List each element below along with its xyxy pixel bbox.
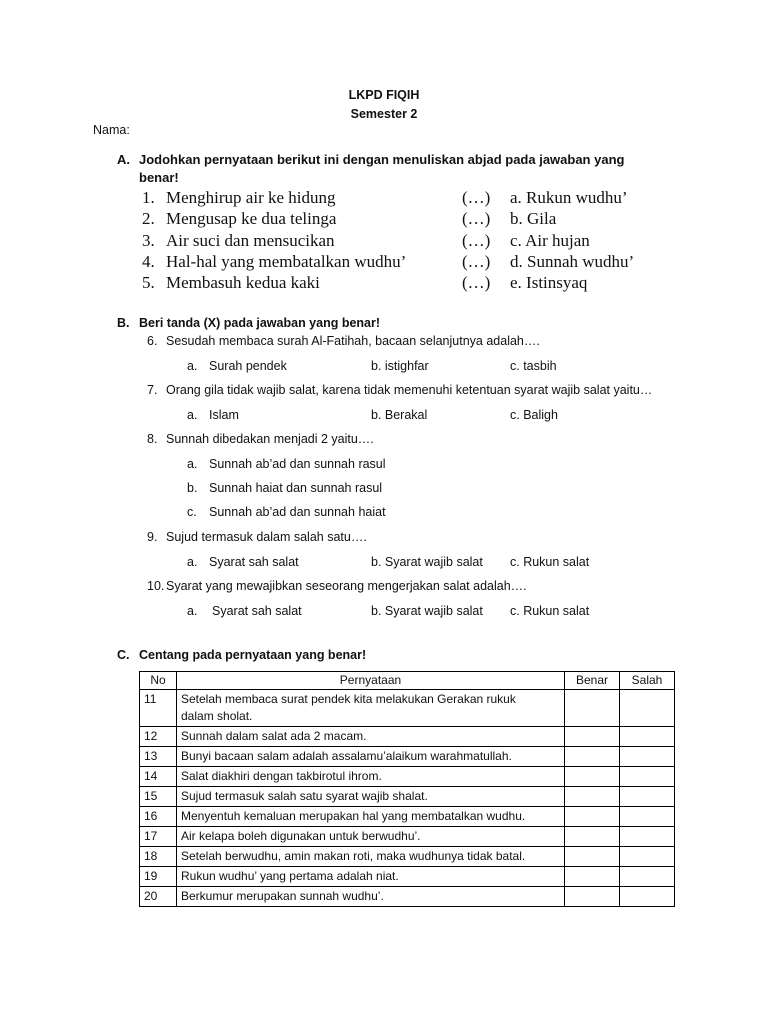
- option-letter[interactable]: b.: [187, 481, 198, 495]
- match-item-statement: Air suci dan mensucikan: [166, 231, 335, 250]
- row-number: 18: [140, 847, 177, 867]
- match-item-statement: Hal-hal yang membatalkan wudhu’: [166, 252, 407, 271]
- match-item-number: 4.: [142, 252, 155, 271]
- row-statement: Air kelapa boleh digunakan untuk berwudhu’.: [177, 827, 565, 847]
- table-header-row: [140, 672, 675, 690]
- match-item-answer: a. Rukun wudhu’: [510, 188, 628, 207]
- row-statement: Sujud termasuk salah satu syarat wajib shalat.: [177, 787, 565, 807]
- match-item-number: 3.: [142, 231, 155, 250]
- match-item-statement: Menghirup air ke hidung: [166, 188, 336, 207]
- false-checkbox-cell[interactable]: [620, 767, 675, 787]
- section-a-instruction-cont: benar!: [139, 170, 179, 185]
- question-text: Sesudah membaca surah Al-Fatihah, bacaan selanjutnya adalah….: [166, 334, 540, 348]
- question-text: Sujud termasuk dalam salah satu….: [166, 530, 367, 544]
- row-statement-line: Setelah membaca surat pendek kita melakukan Gerakan rukuk: [181, 692, 516, 706]
- table-row: [140, 747, 675, 767]
- option-text[interactable]: c. tasbih: [510, 359, 557, 373]
- match-item-blank[interactable]: (…): [462, 209, 491, 228]
- true-checkbox-cell[interactable]: [565, 727, 620, 747]
- header-no: No: [140, 672, 177, 690]
- false-checkbox-cell[interactable]: [620, 690, 675, 727]
- section-c-letter: C.: [117, 648, 130, 662]
- match-item-answer: c. Air hujan: [510, 231, 590, 250]
- row-number: 14: [140, 767, 177, 787]
- match-item-statement: Membasuh kedua kaki: [166, 273, 320, 292]
- option-text[interactable]: Surah pendek: [209, 359, 287, 373]
- false-checkbox-cell[interactable]: [620, 747, 675, 767]
- question-number: 6.: [147, 334, 158, 348]
- row-number: 15: [140, 787, 177, 807]
- match-item-blank[interactable]: (…): [462, 231, 491, 250]
- table-row: [140, 827, 675, 847]
- false-checkbox-cell[interactable]: [620, 807, 675, 827]
- option-text[interactable]: Islam: [209, 408, 239, 422]
- row-statement: Sunnah dalam salat ada 2 macam.: [177, 727, 565, 747]
- match-item-number: 5.: [142, 273, 155, 292]
- row-statement: Bunyi bacaan salam adalah assalamu’alaikum warahmatullah.: [177, 747, 565, 767]
- table-row: [140, 727, 675, 747]
- row-number: 13: [140, 747, 177, 767]
- option-letter[interactable]: a.: [187, 457, 198, 471]
- table-row: [140, 690, 675, 727]
- row-statement: [177, 690, 565, 727]
- false-checkbox-cell[interactable]: [620, 727, 675, 747]
- header-false: Salah: [620, 672, 675, 690]
- document-title: LKPD FIQIH: [348, 88, 420, 102]
- option-letter[interactable]: a.: [187, 359, 198, 373]
- table-row: [140, 807, 675, 827]
- option-text[interactable]: Sunnah ab’ad dan sunnah rasul: [209, 457, 386, 471]
- row-statement-line: dalam sholat.: [181, 709, 253, 723]
- question-text: Syarat yang mewajibkan seseorang mengerjakan salat adalah….: [166, 579, 527, 593]
- header-true: Benar: [565, 672, 620, 690]
- true-checkbox-cell[interactable]: [565, 887, 620, 907]
- question-number: 8.: [147, 432, 158, 446]
- option-letter[interactable]: a.: [187, 408, 198, 422]
- row-statement: Berkumur merupakan sunnah wudhu’.: [177, 887, 565, 907]
- true-checkbox-cell[interactable]: [565, 767, 620, 787]
- question-number: 9.: [147, 530, 158, 544]
- option-letter[interactable]: a.: [187, 555, 198, 569]
- true-checkbox-cell[interactable]: [565, 787, 620, 807]
- option-text[interactable]: b. Berakal: [371, 408, 428, 422]
- option-letter[interactable]: c.: [187, 505, 197, 519]
- false-checkbox-cell[interactable]: [620, 847, 675, 867]
- true-checkbox-cell[interactable]: [565, 690, 620, 727]
- true-checkbox-cell[interactable]: [565, 867, 620, 887]
- row-statement: Setelah berwudhu, amin makan roti, maka wudhunya tidak batal.: [177, 847, 565, 867]
- table-row: [140, 887, 675, 907]
- row-number: 20: [140, 887, 177, 907]
- false-checkbox-cell[interactable]: [620, 827, 675, 847]
- option-text[interactable]: c. Baligh: [510, 408, 558, 422]
- section-b-letter: B.: [117, 316, 130, 330]
- match-item-blank[interactable]: (…): [462, 252, 491, 271]
- table-row: [140, 767, 675, 787]
- name-label: Nama:: [93, 123, 130, 137]
- question-text: Sunnah dibedakan menjadi 2 yaitu….: [166, 432, 374, 446]
- false-checkbox-cell[interactable]: [620, 867, 675, 887]
- false-checkbox-cell[interactable]: [620, 787, 675, 807]
- false-checkbox-cell[interactable]: [620, 887, 675, 907]
- section-a-letter: A.: [117, 152, 130, 167]
- row-number: 11: [140, 690, 177, 727]
- option-text[interactable]: b. Syarat wajib salat: [371, 604, 483, 618]
- option-text[interactable]: b. istighfar: [371, 359, 429, 373]
- match-item-number: 1.: [142, 188, 155, 207]
- match-item-answer: d. Sunnah wudhu’: [510, 252, 635, 271]
- option-text[interactable]: Syarat sah salat: [209, 555, 299, 569]
- section-c-instruction: Centang pada pernyataan yang benar!: [139, 648, 367, 662]
- option-text[interactable]: Sunnah haiat dan sunnah rasul: [209, 481, 383, 495]
- statement-table: [139, 671, 675, 907]
- match-item-statement: Mengusap ke dua telinga: [166, 209, 337, 228]
- match-item-number: 2.: [142, 209, 155, 228]
- option-text[interactable]: b. Syarat wajib salat: [371, 555, 483, 569]
- question-number: 10.: [147, 579, 165, 593]
- option-letter[interactable]: a.: [187, 604, 198, 618]
- question-text: Orang gila tidak wajib salat, karena tidak memenuhi ketentuan syarat wajib salat yaitu…: [166, 383, 653, 397]
- row-statement: Rukun wudhu’ yang pertama adalah niat.: [177, 867, 565, 887]
- row-number: 19: [140, 867, 177, 887]
- match-item-answer: e. Istinsyaq: [510, 273, 588, 292]
- header-statement: Pernyataan: [177, 672, 565, 690]
- true-checkbox-cell[interactable]: [565, 747, 620, 767]
- table-row: [140, 787, 675, 807]
- true-checkbox-cell[interactable]: [565, 827, 620, 847]
- question-number: 7.: [147, 383, 158, 397]
- row-statement: Salat diakhiri dengan takbirotul ihrom.: [177, 767, 565, 787]
- option-text[interactable]: Sunnah ab’ad dan sunnah haiat: [209, 505, 386, 519]
- option-text[interactable]: Syarat sah salat: [212, 604, 302, 618]
- true-checkbox-cell[interactable]: [565, 807, 620, 827]
- match-item-blank[interactable]: (…): [462, 273, 491, 292]
- row-number: 12: [140, 727, 177, 747]
- table-row: [140, 847, 675, 867]
- table-row: [140, 867, 675, 887]
- option-text[interactable]: c. Rukun salat: [510, 604, 590, 618]
- match-item-blank[interactable]: (…): [462, 188, 491, 207]
- document-semester: Semester 2: [350, 107, 418, 121]
- row-number: 17: [140, 827, 177, 847]
- row-number: 16: [140, 807, 177, 827]
- section-b-instruction: Beri tanda (X) pada jawaban yang benar!: [139, 316, 381, 330]
- match-item-answer: b. Gila: [510, 209, 557, 228]
- section-a-instruction: Jodohkan pernyataan berikut ini dengan menuliskan abjad pada jawaban yang: [139, 152, 625, 167]
- row-statement: Menyentuh kemaluan merupakan hal yang membatalkan wudhu.: [177, 807, 565, 827]
- option-text[interactable]: c. Rukun salat: [510, 555, 590, 569]
- true-checkbox-cell[interactable]: [565, 847, 620, 867]
